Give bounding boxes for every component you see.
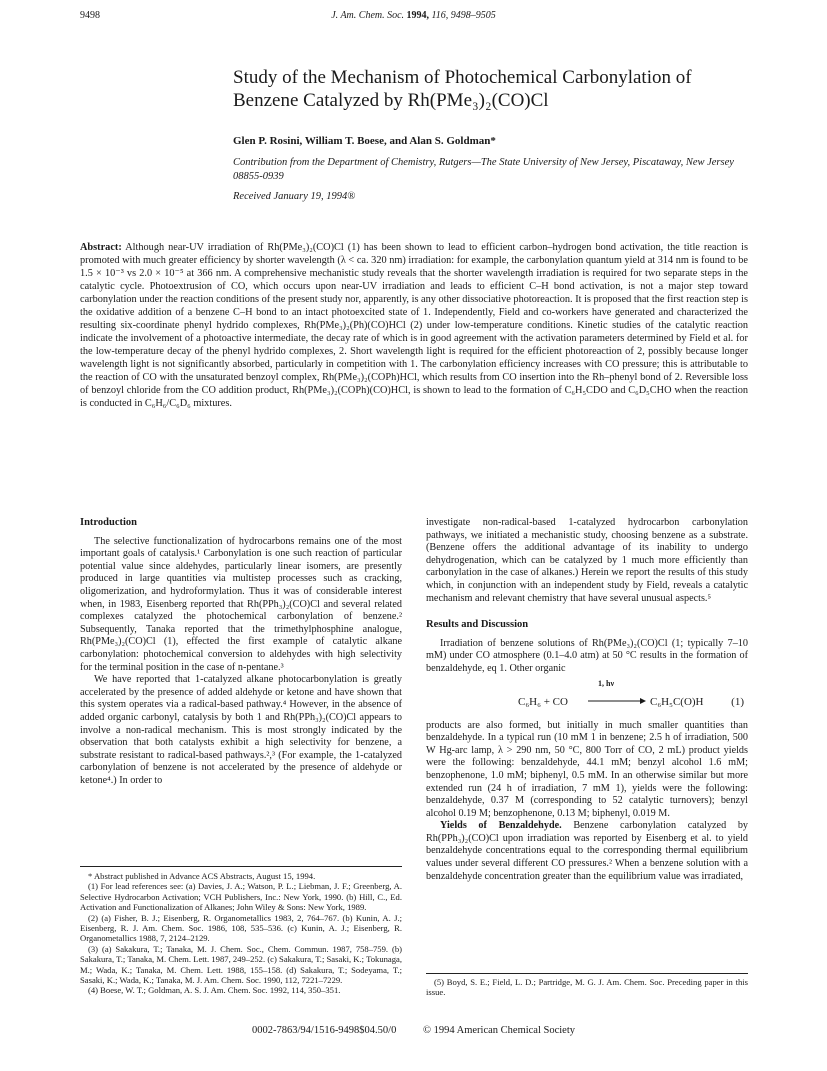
abstract-text: Although near-UV irradiation of Rh(PMe₃)₂(CO)Cl (1) has been shown to lead to efficient carbon–hydrogen bond activation, the title reaction is promoted with much greater efficiency by shorter wavelength (λ < ca. 320 nm) irradiation: for example, the carbonylation quantum yield at 314 nm is found to be 1.5 × 10⁻³ vs 2.0 × 10⁻⁵ at 366 nm. A comprehensive mechanistic study reveals that the shorter wavelength irradiation is required for two separate steps in the catalytic cycle. Photoextrusion of CO, which occurs upon near-UV irradiation and leads to efficient C–H bond activation, is not a major step toward carbonylation under the reaction conditions of the present study nor, apparently, is any other dissociative photoreaction. It is proposed that the first reaction step is the oxidative addition of a benzene C–H bond to an intact photoexcited state of 1. Independently, Field and co-workers have generated and characterized the resulting six-coordinate phenyl hydrido complexes, Rh(PMe₃)₂(Ph)(CO)HCl (2) under low-temperature conditions. Kinetic studies of the catalytic reaction indicate the involvement of a photoactive intermediate, the decay rate of which is in good agreement with the activation parameters determined by Field et al. for the low-temperature decay of the phenyl hydrido complexes, 2. Short wavelength light is required for the efficient photoreaction of 2, possibly because longer wavelength light is not significantly absorbed, particularly in competition with 1. The carbonylation efficiency increases with CO pressure; this is attributable to the reaction of CO with the unsaturated benzoyl complex, Rh(PMe₃)₂(COPh)HCl, which results from CO insertion into the Rh–phenyl bond of 2. Reversible loss of benzoyl chloride from the CO addition product, Rh(PMe₃)₂(COPh)(CO)HCl, is shown to lead to the formation of C₆H₅CDO and C₆D₅CHO when the reaction is conducted in C₆H₆/C₆D₆ mixtures.: [80, 242, 748, 409]
equation-number: (1): [731, 695, 744, 708]
left-column: [80, 517, 402, 787]
footnote-divider-right: [426, 973, 748, 974]
right-column: [426, 517, 748, 883]
footnote-5: (5) Boyd, S. E.; Field, L. D.; Partridge, M. G. J. Am. Chem. Soc. Preceding paper in this issue.: [426, 977, 748, 998]
page-footer: [0, 1025, 827, 1036]
journal-name: J. Am. Chem. Soc.: [331, 10, 405, 21]
footnotes-right: [426, 977, 748, 998]
equation-condition: 1, hν: [598, 678, 615, 688]
journal-volume-pages: 116, 9498–9505: [431, 10, 496, 21]
footnote-1: (1) For lead references see: (a) Davies, J. A.; Watson, P. L.; Liebman, J. F.; Greenberg, A. Selective Hydrocarbon Activation; VCH Publishers, Inc.: New York, 1990. (b) Hill, C., Ed. Activation and Functionalization of Alkanes; John Wiley & Sons: New York, 1989.: [80, 881, 402, 913]
equation-lhs: C₆H₆ + CO: [518, 695, 568, 708]
introduction-heading: Introduction: [80, 517, 137, 528]
footnote-4: (4) Boese, W. T.; Goldman, A. S. J. Am. Chem. Soc. 1992, 114, 350–351.: [88, 985, 341, 996]
footnote-3: (3) (a) Sakakura, T.; Tanaka, M. J. Chem. Soc., Chem. Commun. 1987, 758–759. (b) Sakakura, T.; Tanaka, M. Chem. Lett. 1987, 249–252. (c) Sakakura, T.; Sasaki, K.; Tokunaga, M.; Wada, K.; Tanaka, M. Chem. Lett. 1988, 155–158. (d) Sakakura, T.; Sodeyama, T.; Sasaki, K.; Wada, K.; Tanaka, M. J. Am. Chem. Soc. 1990, 112, 7221–7229.: [80, 943, 402, 986]
results-paragraph-2: products are also formed, but initially in much smaller quantities than benzaldehyde. In a typical run (10 mM 1 in benzene; 2.5 h of irradiation, 500 W Hg-arc lamp, λ > 290 nm, 50 °C, 800 Torr of CO, 2 mL) product yields were the following: benzaldehyde, 44.1 mM; benzyl alcohol 1.6 mM; benzophenone, 1.0 mM; biphenyl, 0.5 mM. In an otherwise similar but more extended run (24 h of irradiation, 7 mM 1), yields were the following: benzaldehyde, 0.37 M (corresponding to 52 catalytic turnovers); benzyl alcohol 0.19 M; benzophenone, 0.13 M; biphenyl, 0.019 M.: [426, 719, 748, 819]
intro-continuation: investigate non-radical-based 1-catalyzed hydrocarbon carbonylation pathways, we initiated a mechanistic study, choosing benzene as a substrate. (Benzene offers the additional advantage of its inability to undergo dehydrogenation, which can be catalyzed by 1 much more efficiently than carbonylation in the case of alkanes.) Herein we report the results of this study which, in conjunction with an independent study by Field, reveals a catalytic mechanism and relevant chemistry that have several unusual aspects.⁵: [426, 517, 748, 604]
results-heading: Results and Discussion: [426, 619, 529, 631]
results-paragraph-3-text: Benzene carbonylation catalyzed by Rh(PPh₃)₂(CO)Cl upon irradiation was reported by Eisenberg et al. to yield benzaldehyde concentrations equal to the corresponding thermal equilibrium values under several different CO pressures.² When a benzene solution with a benzaldehyde concentration greater than the equilibrium value was irradiated,: [426, 820, 749, 882]
intro-paragraph-2: We have reported that 1-catalyzed alkane photocarbonylation is greatly accelerated by the presence of added aldehyde or ketone and have shown that this system operates via a radical-based pathway.⁴ However, in the absence of added organic carbonyl, catalysis by both 1 and Rh(PPh₃)₂(CO)Cl appears to involve a non-radical mechanism. This is most strongly indicated by the observation that both catalysts exhibit a high selectivity for benzene, a substrate resistant to radical-based pathways.²,³ (For example, the 1-catalyzed carbonylation of benzene is not accelerated by the presence of aldehyde or ketone⁴.) In order to: [80, 674, 402, 786]
results-paragraph-1: Irradiation of benzene solutions of Rh(PMe₃)₂(CO)Cl (1; typically 7–10 mM) under CO atmosphere (0.1–4.0 atm) at 50 °C results in the formation of benzaldehyde, eq 1. Other organic: [426, 637, 748, 674]
footer-code: 0002-7863/94/1516-9498$04.50/0: [251, 1025, 397, 1036]
page-number: 9498: [80, 10, 100, 21]
yields-subheading: Yields of Benzaldehyde.: [440, 820, 562, 832]
paper-title: Study of the Mechanism of Photochemical Carbonylation of Benzene Catalyzed by Rh(PMe₃)₂(CO)Cl: [233, 67, 692, 111]
results-paragraph-3: [426, 820, 748, 883]
journal-year: 1994,: [406, 10, 430, 21]
abstract: [80, 241, 748, 410]
footnote-2: (2) (a) Fisher, B. J.; Eisenberg, R. Organometallics 1983, 2, 764–767. (b) Kunin, A. J.; Eisenberg, R. J. Am. Chem. Soc. 1986, 108, 535–536. (c) Kunin, A. J.; Eisenberg, R. Organometallics 1988, 7, 2124–2129.: [80, 912, 402, 944]
affiliation: Contribution from the Department of Chemistry, Rutgers—The State University of New Jersey, Piscataway, New Jersey 08855-0939: [233, 157, 734, 182]
abstract-label: Abstract:: [80, 242, 122, 253]
reaction-arrow-icon: [588, 690, 646, 708]
equation-1: [426, 676, 748, 720]
running-header: [0, 10, 827, 21]
footnotes-left: [80, 871, 402, 996]
received-date: Received January 19, 1994®: [233, 191, 356, 202]
footnote-abstract: * Abstract published in Advance ACS Abstracts, August 15, 1994.: [88, 871, 316, 881]
footnote-divider-left: [80, 866, 402, 867]
equation-rhs: C₆H₅C(O)H: [650, 695, 704, 708]
intro-paragraph-1: The selective functionalization of hydrocarbons remains one of the most important goals of catalysis.¹ Carbonylation is one such reaction of particular potential value since aldehydes, particularly linear isomers, are presently produced in large quantities via multistep processes such as cracking, oligomerization, and hydroformylation. Thus it was of considerable interest when, in 1983, Eisenberg reported that Rh(PPh₃)₂(CO)Cl and several related complexes catalyzed the photochemical carbonylation of benzene.² Subsequently, Tanaka reported that the trimethylphosphine analogue, Rh(PMe₃)₂(CO)Cl (1), effected the first example of catalytic alkane carbonylation: photochemical conversion to aldehydes with high selectivity for the terminal position in the case of n-pentane.³: [80, 535, 402, 673]
footer-copyright: © 1994 American Chemical Society: [422, 1025, 576, 1036]
author-list: Glen P. Rosini, William T. Boese, and Alan S. Goldman*: [233, 135, 496, 147]
